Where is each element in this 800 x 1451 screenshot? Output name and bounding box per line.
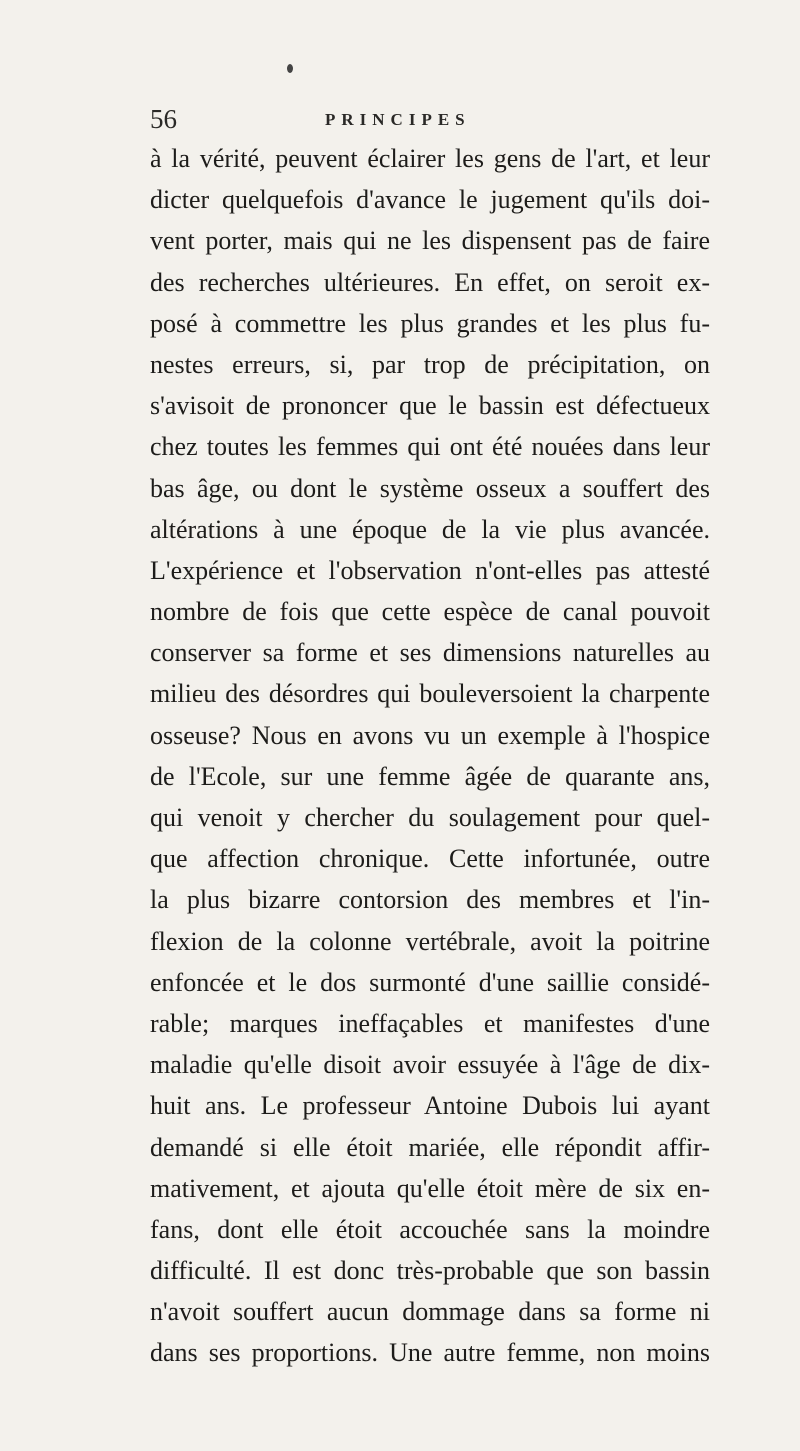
text-line: de l'Ecole, sur une femme âgée de quarante ans, [150,761,710,791]
text-line: la plus bizarre contorsion des membres et l'in- [150,885,710,915]
text-line: demandé si elle étoit mariée, elle répondit affir- [150,1132,710,1162]
text-line: mativement, et ajouta qu'elle étoit mère de six en- [150,1173,710,1203]
text-line: que affection chronique. Cette infortunée, outre [150,844,710,874]
text-line: maladie qu'elle disoit avoir essuyée à l'âge de dix- [150,1050,710,1080]
text-line: des recherches ultérieures. En effet, on seroit ex- [150,267,710,297]
text-line: altérations à une époque de la vie plus avancée. [150,514,710,544]
page-header [150,104,710,134]
text-line: flexion de la colonne vertébrale, avoit la poitrine [150,926,710,956]
text-line: chez toutes les femmes qui ont été nouées dans leur [150,432,710,462]
text-line: conserver sa forme et ses dimensions naturelles au [150,638,710,668]
body-text [150,138,710,1374]
text-line: à la vérité, peuvent éclairer les gens de l'art, et leur [150,144,710,173]
text-line: difficulté. Il est donc très-probable que son bassin [150,1256,710,1286]
text-line: n'avoit souffert aucun dommage dans sa forme ni [150,1297,710,1327]
text-line: osseuse? Nous en avons vu un exemple à l'hospice [150,720,710,750]
text-line: bas âge, ou dont le système osseux a souffert des [150,473,710,503]
text-line: dans ses proportions. Une autre femme, non moins [150,1338,710,1368]
text-line: huit ans. Le professeur Antoine Dubois lui ayant [150,1091,710,1121]
ink-dot [287,64,293,73]
text-line: posé à commettre les plus grandes et les plus fu- [150,308,710,338]
running-head: PRINCIPES [325,110,471,129]
text-line: rable; marques ineffaçables et manifestes d'une [150,1008,710,1038]
text-line: nombre de fois que cette espèce de canal pouvoit [150,597,710,627]
text-line: nestes erreurs, si, par trop de précipitation, on [150,349,710,379]
text-line: fans, dont elle étoit accouchée sans la moindre [150,1214,710,1244]
text-line: L'expérience et l'observation n'ont-elles pas attesté [150,555,710,585]
text-line: enfoncée et le dos surmonté d'une saillie considé- [150,967,710,997]
text-line: milieu des désordres qui bouleversoient la charpente [150,679,710,709]
text-line: s'avisoit de prononcer que le bassin est défectueux [150,391,710,421]
text-line: qui venoit y chercher du soulagement pour quel- [150,803,710,832]
page-number: 56 [150,104,177,134]
text-line: dicter quelquefois d'avance le jugement qu'ils doi- [150,185,710,215]
text-line: vent porter, mais qui ne les dispensent pas de faire [150,226,710,256]
